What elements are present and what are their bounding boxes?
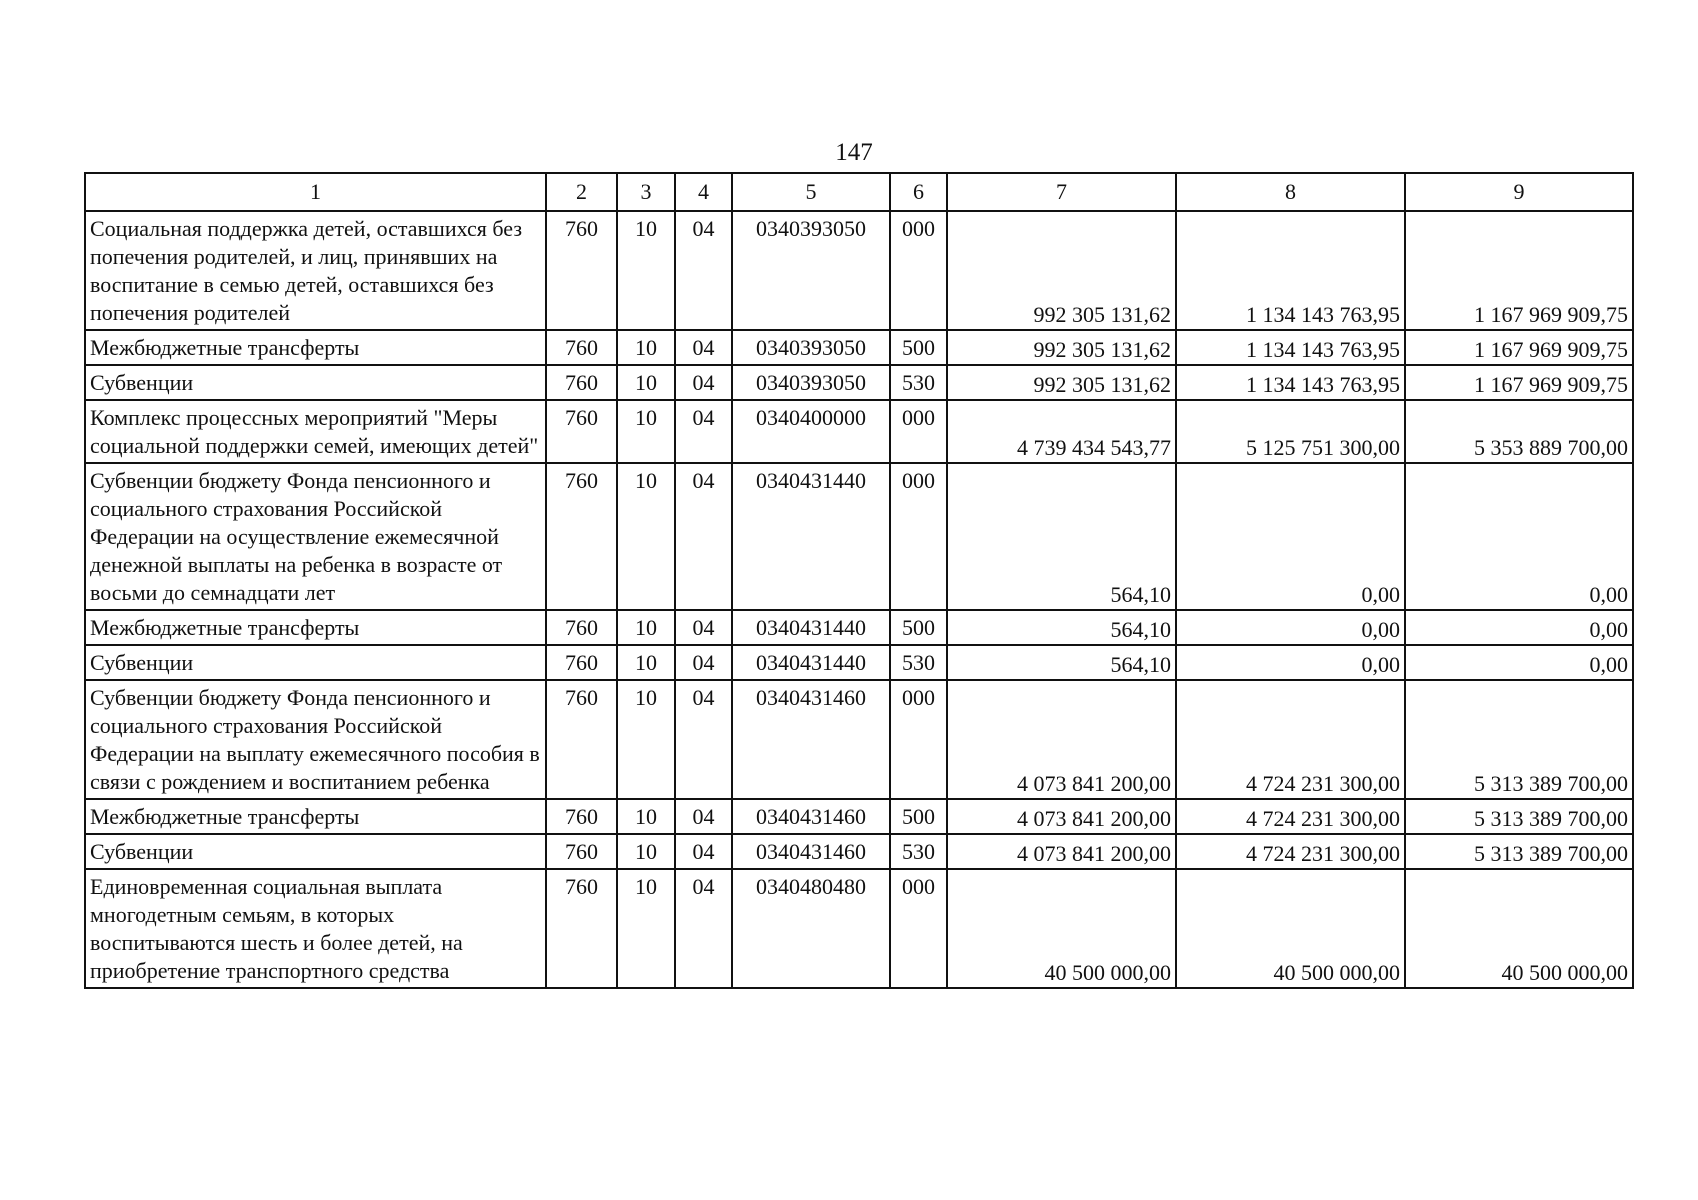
row-col-6: 500	[890, 610, 947, 645]
row-amount-8: 1 134 143 763,95	[1176, 365, 1405, 400]
row-col-3: 10	[617, 365, 675, 400]
row-amount-7: 4 739 434 543,77	[947, 400, 1176, 463]
row-amount-9: 40 500 000,00	[1405, 869, 1633, 988]
row-amount-8: 40 500 000,00	[1176, 869, 1405, 988]
table-row	[85, 463, 1633, 610]
row-amount-9: 5 313 389 700,00	[1405, 680, 1633, 799]
row-amount-7: 4 073 841 200,00	[947, 799, 1176, 834]
row-col-4: 04	[675, 400, 732, 463]
row-amount-9: 0,00	[1405, 463, 1633, 610]
row-amount-7: 564,10	[947, 645, 1176, 680]
row-col-5: 0340431440	[732, 645, 890, 680]
row-col-3: 10	[617, 463, 675, 610]
row-amount-9: 5 313 389 700,00	[1405, 834, 1633, 869]
row-col-3: 10	[617, 799, 675, 834]
table-row	[85, 610, 1633, 645]
row-col-6: 000	[890, 400, 947, 463]
row-amount-9: 0,00	[1405, 610, 1633, 645]
row-col-5: 0340393050	[732, 330, 890, 365]
table-row	[85, 211, 1633, 330]
row-col-6: 530	[890, 834, 947, 869]
header-col-4: 4	[675, 173, 732, 211]
row-amount-7: 40 500 000,00	[947, 869, 1176, 988]
budget-table	[84, 172, 1634, 989]
row-name: Комплекс процессных мероприятий "Меры социальной поддержки семей, имеющих детей"	[85, 400, 546, 463]
row-col-6: 000	[890, 211, 947, 330]
row-name: Социальная поддержка детей, оставшихся без попечения родителей, и лиц, принявших на воспитание в семью детей, оставшихся без попечения родителей	[85, 211, 546, 330]
row-amount-8: 4 724 231 300,00	[1176, 799, 1405, 834]
row-amount-8: 1 134 143 763,95	[1176, 330, 1405, 365]
table-row	[85, 799, 1633, 834]
row-col-4: 04	[675, 365, 732, 400]
row-col-2: 760	[546, 799, 617, 834]
header-col-9: 9	[1405, 173, 1633, 211]
row-amount-8: 0,00	[1176, 610, 1405, 645]
row-name: Единовременная социальная выплата многодетным семьям, в которых воспитываются шесть и более детей, на приобретение транспортного средства	[85, 869, 546, 988]
row-amount-7: 4 073 841 200,00	[947, 834, 1176, 869]
row-col-6: 530	[890, 365, 947, 400]
row-col-3: 10	[617, 834, 675, 869]
header-col-1: 1	[85, 173, 546, 211]
row-amount-7: 564,10	[947, 610, 1176, 645]
row-col-3: 10	[617, 211, 675, 330]
table-row	[85, 834, 1633, 869]
table-row	[85, 645, 1633, 680]
row-amount-7: 992 305 131,62	[947, 365, 1176, 400]
row-col-4: 04	[675, 680, 732, 799]
row-col-5: 0340431460	[732, 799, 890, 834]
row-col-2: 760	[546, 365, 617, 400]
row-col-4: 04	[675, 645, 732, 680]
row-amount-7: 992 305 131,62	[947, 211, 1176, 330]
header-col-6: 6	[890, 173, 947, 211]
table-row	[85, 680, 1633, 799]
row-amount-7: 564,10	[947, 463, 1176, 610]
row-name: Субвенции бюджету Фонда пенсионного и социального страхования Российской Федерации на осуществление ежемесячной денежной выплаты на ребенка в возрасте от восьми до семнадцати лет	[85, 463, 546, 610]
row-name: Субвенции	[85, 365, 546, 400]
row-col-2: 760	[546, 211, 617, 330]
row-name: Субвенции	[85, 645, 546, 680]
header-col-5: 5	[732, 173, 890, 211]
row-col-6: 500	[890, 799, 947, 834]
row-col-4: 04	[675, 211, 732, 330]
row-col-4: 04	[675, 799, 732, 834]
row-amount-9: 1 167 969 909,75	[1405, 365, 1633, 400]
row-col-2: 760	[546, 400, 617, 463]
row-col-6: 000	[890, 869, 947, 988]
row-col-4: 04	[675, 834, 732, 869]
row-col-6: 000	[890, 680, 947, 799]
row-col-5: 0340393050	[732, 365, 890, 400]
row-col-6: 500	[890, 330, 947, 365]
row-col-5: 0340431460	[732, 680, 890, 799]
row-amount-8: 0,00	[1176, 463, 1405, 610]
row-col-4: 04	[675, 610, 732, 645]
row-col-4: 04	[675, 330, 732, 365]
row-amount-9: 5 313 389 700,00	[1405, 799, 1633, 834]
row-amount-8: 0,00	[1176, 645, 1405, 680]
row-amount-9: 0,00	[1405, 645, 1633, 680]
row-amount-9: 1 167 969 909,75	[1405, 330, 1633, 365]
row-col-2: 760	[546, 330, 617, 365]
row-col-5: 0340431440	[732, 610, 890, 645]
page-number: 147	[835, 139, 873, 166]
table-row	[85, 400, 1633, 463]
table-row	[85, 869, 1633, 988]
row-col-5: 0340431460	[732, 834, 890, 869]
row-amount-8: 1 134 143 763,95	[1176, 211, 1405, 330]
row-amount-8: 4 724 231 300,00	[1176, 834, 1405, 869]
row-name: Субвенции	[85, 834, 546, 869]
row-col-2: 760	[546, 834, 617, 869]
row-col-3: 10	[617, 400, 675, 463]
row-col-6: 000	[890, 463, 947, 610]
row-name: Субвенции бюджету Фонда пенсионного и социального страхования Российской Федерации на выплату ежемесячного пособия в связи с рождением и воспитанием ребенка	[85, 680, 546, 799]
row-amount-9: 1 167 969 909,75	[1405, 211, 1633, 330]
table-row	[85, 330, 1633, 365]
row-col-3: 10	[617, 680, 675, 799]
header-col-3: 3	[617, 173, 675, 211]
row-col-4: 04	[675, 869, 732, 988]
row-name: Межбюджетные трансферты	[85, 610, 546, 645]
header-col-2: 2	[546, 173, 617, 211]
row-col-5: 0340431440	[732, 463, 890, 610]
row-amount-7: 992 305 131,62	[947, 330, 1176, 365]
row-col-2: 760	[546, 869, 617, 988]
row-amount-8: 5 125 751 300,00	[1176, 400, 1405, 463]
row-amount-9: 5 353 889 700,00	[1405, 400, 1633, 463]
row-amount-7: 4 073 841 200,00	[947, 680, 1176, 799]
row-col-3: 10	[617, 330, 675, 365]
table-row	[85, 365, 1633, 400]
header-col-8: 8	[1176, 173, 1405, 211]
header-row	[85, 173, 1633, 211]
row-col-2: 760	[546, 610, 617, 645]
row-col-2: 760	[546, 680, 617, 799]
row-col-5: 0340393050	[732, 211, 890, 330]
row-col-2: 760	[546, 463, 617, 610]
row-col-5: 0340480480	[732, 869, 890, 988]
row-name: Межбюджетные трансферты	[85, 330, 546, 365]
row-col-3: 10	[617, 645, 675, 680]
row-col-3: 10	[617, 869, 675, 988]
row-col-5: 0340400000	[732, 400, 890, 463]
row-amount-8: 4 724 231 300,00	[1176, 680, 1405, 799]
header-col-7: 7	[947, 173, 1176, 211]
row-name: Межбюджетные трансферты	[85, 799, 546, 834]
row-col-2: 760	[546, 645, 617, 680]
row-col-3: 10	[617, 610, 675, 645]
row-col-6: 530	[890, 645, 947, 680]
row-col-4: 04	[675, 463, 732, 610]
